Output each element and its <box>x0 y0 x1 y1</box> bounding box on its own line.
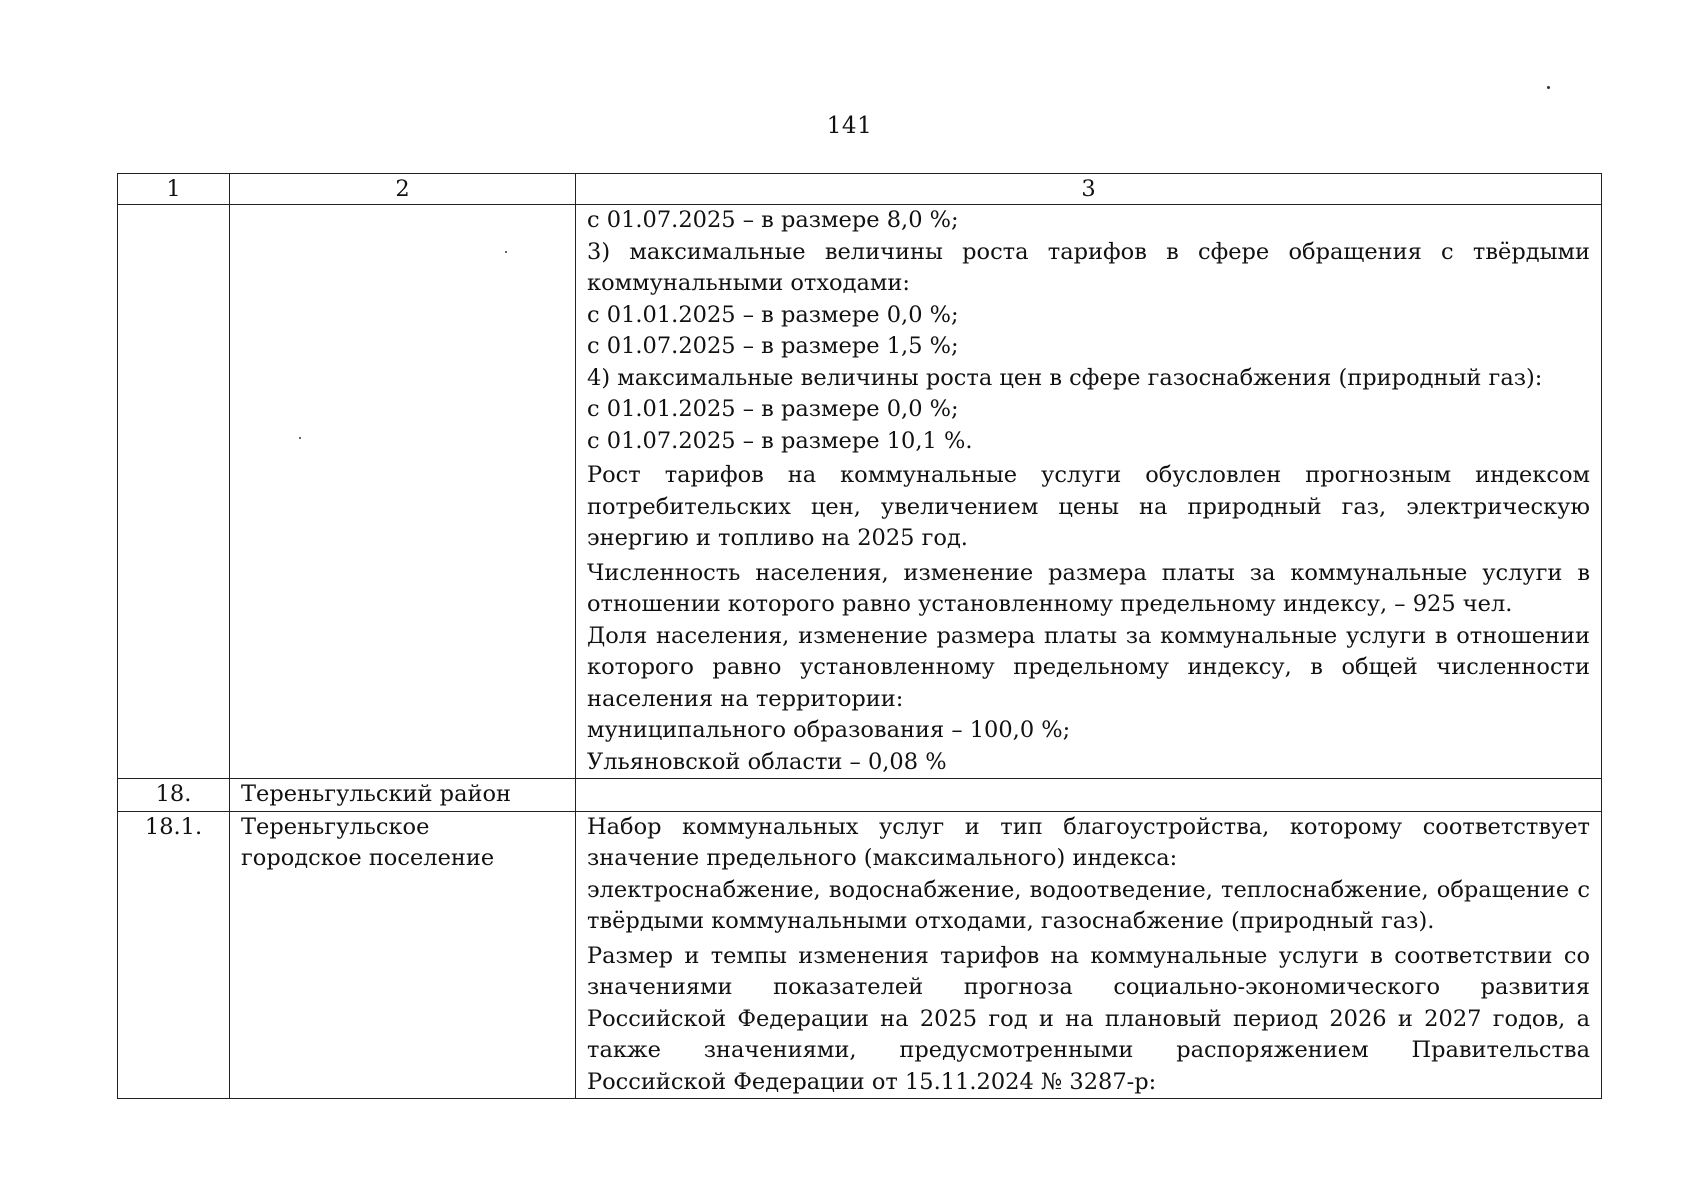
table-row-18-1 <box>118 811 1602 1099</box>
text-line: с 01.01.2025 – в размере 0,0 %; <box>587 396 959 422</box>
scan-speck-top <box>1547 86 1550 89</box>
table-row-continuation <box>118 205 1602 779</box>
municipality-cell <box>230 205 576 779</box>
municipality-cell <box>230 811 576 1099</box>
text-line: 4) максимальные величины роста цен в сфере газоснабжения (природный газ): <box>587 364 1543 391</box>
row-number-cell: 18. <box>118 779 230 812</box>
text-paragraph: Размер и темпы изменения тарифов на коммунальные услуги в соответствии со значениями показателей прогноза социально-экономического развития Российской Федерации на 2025 год и на плановый период 2026 и 2027 годов, а также значениями, предусмотренными распоряжением Правительства Российской Федерации от 15.11.2024 № 3287-р: <box>587 942 1590 1095</box>
text-line: с 01.07.2025 – в размере 8,0 %; <box>587 207 959 233</box>
text-line: муниципального образования – 100,0 %; <box>587 717 1071 743</box>
table-header-row <box>118 174 1602 205</box>
municipality-name: Тереньгульское городское поселение <box>241 813 495 871</box>
text-line: Ульяновской области – 0,08 % <box>587 748 947 775</box>
header-col-1: 1 <box>118 174 230 205</box>
description-cell <box>576 811 1602 1099</box>
description-cell <box>576 779 1602 812</box>
header-col-3: 3 <box>576 174 1602 205</box>
page-number: 141 <box>826 113 873 139</box>
text-line: 3) максимальные величины роста тарифов в сфере обращения с твёрдыми коммунальными отходами: <box>587 238 1590 296</box>
text-line: с 01.07.2025 – в размере 1,5 %; <box>587 333 959 359</box>
row-number-cell <box>118 205 230 779</box>
text-line: с 01.01.2025 – в размере 0,0 %; <box>587 301 959 328</box>
text-paragraph: Численность населения, изменение размера платы за коммунальные услуги в отношении которого равно установленному предельному индексу, – 925 чел. <box>587 559 1590 617</box>
row-number-cell: 18.1. <box>118 811 230 1099</box>
header-col-2: 2 <box>230 174 576 205</box>
text-paragraph: электроснабжение, водоснабжение, водоотведение, теплоснабжение, обращение с твёрдыми коммунальными отходами, газоснабжение (природный газ). <box>587 876 1590 934</box>
description-cell <box>576 205 1602 779</box>
indices-table <box>117 173 1602 1099</box>
text-paragraph: Набор коммунальных услуг и тип благоустройства, которому соответствует значение предельного (максимального) индекса: <box>587 813 1590 871</box>
table-row-18 <box>118 779 1602 812</box>
text-paragraph: Доля населения, изменение размера платы за коммунальные услуги в отношении которого равно установленному предельному индексу, в общей численности населения на территории: <box>587 622 1590 712</box>
municipality-cell: Тереньгульский район <box>230 779 576 812</box>
text-paragraph: Рост тарифов на коммунальные услуги обусловлен прогнозным индексом потребительских цен, увеличением цены на природный газ, электрическую энергию и топливо на 2025 год. <box>587 462 1590 551</box>
text-line: с 01.07.2025 – в размере 10,1 %. <box>587 427 973 454</box>
